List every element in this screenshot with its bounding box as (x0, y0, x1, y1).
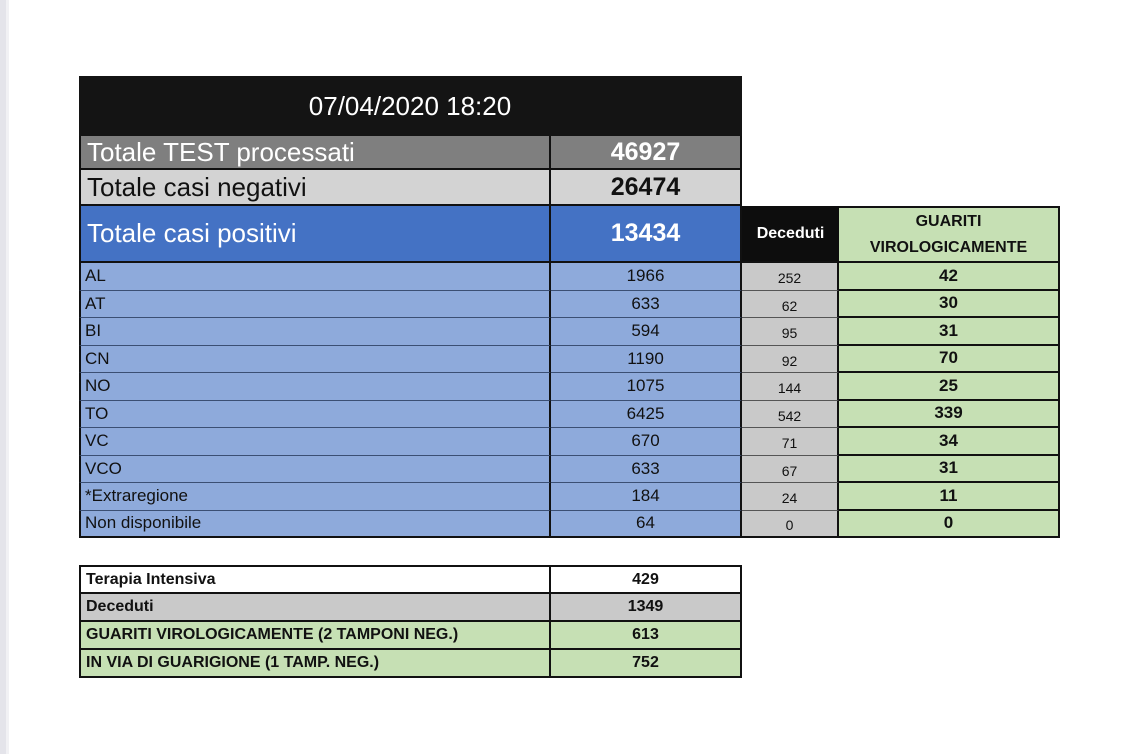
summary-value: 1349 (551, 594, 742, 622)
province-row (79, 401, 1060, 429)
province-deceduti: 0 (742, 511, 839, 539)
province-guariti: 42 (839, 263, 1060, 291)
province-guariti: 30 (839, 291, 1060, 319)
province-name: TO (79, 401, 551, 429)
province-guariti: 339 (839, 401, 1060, 429)
summary-value: 613 (551, 622, 742, 650)
province-row (79, 373, 1060, 401)
summary-value: 752 (551, 650, 742, 678)
total-negative-label: Totale casi negativi (79, 170, 551, 206)
province-row (79, 483, 1060, 511)
summary-label: Deceduti (79, 594, 551, 622)
province-guariti: 70 (839, 346, 1060, 374)
total-test-label: Totale TEST processati (79, 136, 551, 170)
province-deceduti: 67 (742, 456, 839, 484)
province-positivi: 6425 (551, 401, 742, 429)
total-test-value: 46927 (551, 136, 742, 170)
summary-row (79, 622, 742, 650)
province-row (79, 263, 1060, 291)
summary-label: Terapia Intensiva (79, 565, 551, 594)
province-guariti: 0 (839, 511, 1060, 539)
summary-label: IN VIA DI GUARIGIONE (1 TAMP. NEG.) (79, 650, 551, 678)
province-deceduti: 542 (742, 401, 839, 429)
page-edge-shadow (6, 0, 9, 754)
province-deceduti: 71 (742, 428, 839, 456)
province-row (79, 428, 1060, 456)
province-deceduti: 24 (742, 483, 839, 511)
province-positivi: 633 (551, 291, 742, 319)
province-row (79, 318, 1060, 346)
province-deceduti: 62 (742, 291, 839, 319)
province-positivi: 64 (551, 511, 742, 539)
province-name: BI (79, 318, 551, 346)
province-name: VC (79, 428, 551, 456)
total-positive-value: 13434 (551, 206, 742, 263)
province-positivi: 1966 (551, 263, 742, 291)
province-guariti: 25 (839, 373, 1060, 401)
total-negative-value: 26474 (551, 170, 742, 206)
province-positivi: 594 (551, 318, 742, 346)
province-row (79, 291, 1060, 319)
province-deceduti: 92 (742, 346, 839, 374)
province-name: NO (79, 373, 551, 401)
guariti-header-line1: GUARITI (915, 212, 982, 230)
province-row (79, 511, 1060, 539)
province-positivi: 633 (551, 456, 742, 484)
province-guariti: 11 (839, 483, 1060, 511)
guariti-header-line2: VIROLOGICAMENTE (869, 238, 1028, 256)
province-name: AT (79, 291, 551, 319)
province-guariti: 31 (839, 318, 1060, 346)
summary-row (79, 650, 742, 678)
summary-row (79, 565, 742, 594)
province-guariti: 34 (839, 428, 1060, 456)
guariti-column-header (839, 206, 1060, 263)
province-name: Non disponibile (79, 511, 551, 539)
province-positivi: 184 (551, 483, 742, 511)
deceduti-column-header: Deceduti (742, 206, 839, 263)
province-name: VCO (79, 456, 551, 484)
province-deceduti: 95 (742, 318, 839, 346)
province-row (79, 456, 1060, 484)
province-name: *Extraregione (79, 483, 551, 511)
province-positivi: 1190 (551, 346, 742, 374)
province-name: AL (79, 263, 551, 291)
summary-label: GUARITI VIROLOGICAMENTE (2 TAMPONI NEG.) (79, 622, 551, 650)
province-deceduti: 252 (742, 263, 839, 291)
report-timestamp: 07/04/2020 18:20 (79, 76, 742, 136)
total-positive-label: Totale casi positivi (79, 206, 551, 263)
province-deceduti: 144 (742, 373, 839, 401)
province-positivi: 670 (551, 428, 742, 456)
province-row (79, 346, 1060, 374)
province-positivi: 1075 (551, 373, 742, 401)
province-guariti: 31 (839, 456, 1060, 484)
summary-value: 429 (551, 565, 742, 594)
summary-row (79, 594, 742, 622)
province-name: CN (79, 346, 551, 374)
